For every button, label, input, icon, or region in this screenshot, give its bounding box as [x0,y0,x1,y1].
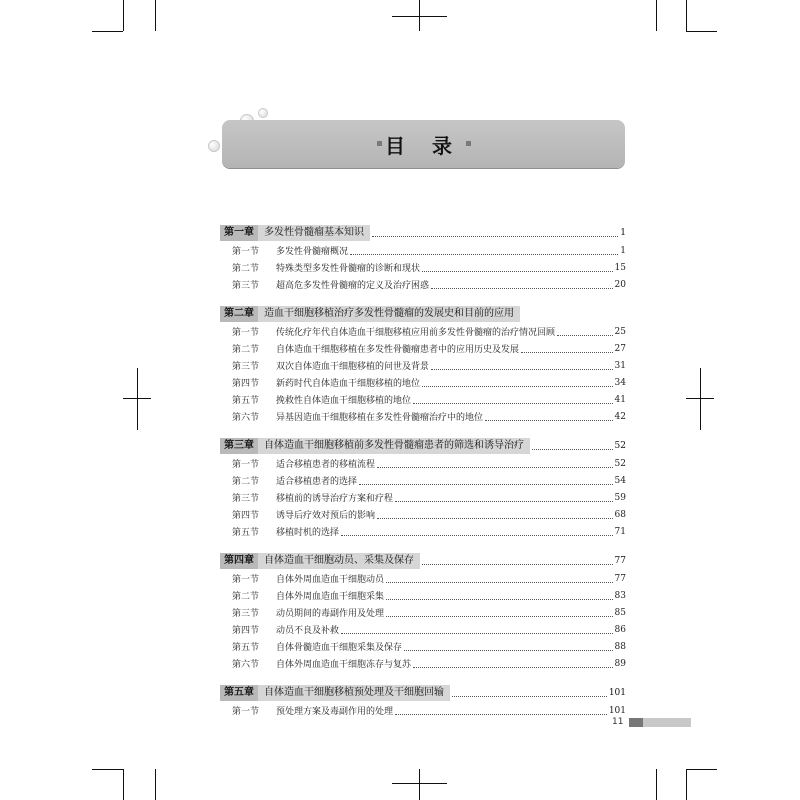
section-number: 第五节 [232,528,260,538]
section-title: 移植时机的选择 [276,528,340,538]
section-number: 第二节 [232,345,260,355]
section-number: 第一节 [232,247,260,257]
dot-leader [431,287,613,289]
dot-leader [377,466,613,468]
toc-section[interactable] [220,622,626,637]
crop-mark [155,769,156,800]
crop-mark [686,769,717,770]
crop-mark [155,0,156,31]
dot-leader [350,253,618,255]
dot-leader [395,500,613,502]
crop-mark [392,16,447,17]
section-page: 85 [614,607,626,618]
section-title: 多发性骨髓瘤概况 [276,247,349,257]
toc-section[interactable] [220,375,626,390]
section-page: 41 [614,394,626,405]
dot-leader [359,483,613,485]
section-number: 第三节 [232,362,260,372]
chapter-title: 自体造血干细胞移植预处理及干细胞回输 [258,685,450,701]
dot-leader [386,615,613,617]
section-page: 89 [614,658,626,669]
dot-leader [377,517,613,519]
toc-section[interactable] [220,260,626,275]
section-number: 第三节 [232,494,260,504]
dot-leader [522,317,624,318]
section-title: 自体外周血造血干细胞冻存与复苏 [276,660,412,670]
dot-leader [413,666,613,668]
chapter-number: 第二章 [220,306,258,322]
section-number: 第五节 [232,643,260,653]
page-footer [612,716,691,728]
section-page: 34 [614,377,626,388]
section-title: 特殊类型多发性骨髓瘤的诊断和现状 [276,264,421,274]
section-number: 第四节 [232,626,260,636]
section-number: 第六节 [232,413,260,423]
section-page: 101 [608,705,626,716]
crop-mark [686,769,687,800]
chapter-page: 52 [614,441,626,451]
section-title: 适合移植患者的选择 [276,477,358,487]
dot-leader [386,581,613,583]
dot-leader [485,419,613,421]
chapter-number: 第四章 [220,553,258,569]
dot-leader [386,598,613,600]
crop-mark [686,31,717,32]
crop-mark [92,769,123,770]
dot-leader [404,649,613,651]
section-page: 68 [614,509,626,520]
section-title: 自体造血干细胞移植在多发性骨髓瘤患者中的应用历史及发展 [276,345,520,355]
section-page: 1 [620,245,626,256]
dot-leader [341,632,613,634]
section-number: 第一节 [232,575,260,585]
section-page: 54 [614,475,626,486]
chapter-title: 自体造血干细胞动员、采集及保存 [258,553,420,569]
section-page: 25 [614,326,626,337]
toc-section[interactable] [220,490,626,505]
crop-mark [686,0,687,31]
toc-section[interactable] [220,341,626,356]
section-page: 42 [614,411,626,422]
dot-leader [452,695,607,697]
section-page: 15 [614,262,626,273]
section-title: 自体外周血造血干细胞动员 [276,575,385,585]
crop-mark [123,0,124,31]
section-title: 动员不良及补救 [276,626,340,636]
dot-leader [422,563,613,565]
section-number: 第一节 [232,460,260,470]
section-number: 第四节 [232,379,260,389]
page-number: 11 [612,717,624,727]
toc-chapter[interactable] [220,306,626,322]
section-number: 第二节 [232,477,260,487]
section-page: 77 [614,573,626,584]
chapter-page: 77 [614,556,626,566]
toc-section[interactable] [220,392,626,407]
chapter-number: 第一章 [220,225,258,241]
chapter-title: 多发性骨髓瘤基本知识 [258,225,370,241]
section-number: 第五节 [232,396,260,406]
dot-leader [422,270,613,272]
section-title: 超高危多发性骨髓瘤的定义及治疗困惑 [276,281,430,291]
crop-mark [686,398,714,399]
section-title: 挽救性自体造血干细胞移植的地位 [276,396,412,406]
toc-section[interactable] [220,473,626,488]
crop-mark [656,769,657,800]
toc-section[interactable] [220,703,626,718]
dot-leader [422,385,613,387]
toc-section[interactable] [220,605,626,620]
crop-mark [92,31,123,32]
toc-section[interactable] [220,656,626,671]
chapter-number: 第三章 [220,438,258,454]
chapter-page: 1 [620,228,626,238]
dot-leader [532,448,613,450]
toc-chapter[interactable] [220,685,626,701]
chapter-title: 自体造血干细胞移植前多发性骨髓瘤患者的筛选和诱导治疗 [258,438,530,454]
section-number: 第一节 [232,707,260,717]
section-title: 移植前的诱导治疗方案和疗程 [276,494,394,504]
section-title: 动员期间的毒副作用及处理 [276,609,385,619]
section-page: 52 [614,458,626,469]
toc-section[interactable] [220,243,626,258]
crop-mark [700,368,701,430]
crop-mark [137,368,138,430]
section-page: 59 [614,492,626,503]
section-title: 新药时代自体造血干细胞移植的地位 [276,379,421,389]
section-page: 31 [614,360,626,371]
chapter-page: 101 [608,688,626,698]
dot-leader [395,713,607,715]
section-title: 传统化疗年代自体造血干细胞移植应用前多发性骨髓瘤的治疗情况回顾 [276,328,556,338]
toc-section[interactable] [220,324,626,339]
crop-mark [419,769,420,800]
toc-chapter[interactable] [220,225,626,241]
square-bullet-icon [466,141,471,146]
dot-leader [341,534,613,536]
section-number: 第三节 [232,281,260,291]
dot-leader [413,402,613,404]
toc-section[interactable] [220,277,626,292]
toc-section[interactable] [220,524,626,539]
section-title: 自体外周血造血干细胞采集 [276,592,385,602]
toc-title-banner [222,120,625,168]
section-title: 自体骨髓造血干细胞采集及保存 [276,643,403,653]
section-number: 第六节 [232,660,260,670]
dot-leader [372,235,618,237]
section-page: 27 [614,343,626,354]
toc-chapter[interactable] [220,438,626,454]
section-page: 71 [614,526,626,537]
toc-section[interactable] [220,456,626,471]
section-number: 第一节 [232,328,260,338]
toc-chapter[interactable] [220,553,626,569]
section-number: 第二节 [232,592,260,602]
toc-section[interactable] [220,507,626,522]
toc-section[interactable] [220,409,626,424]
table-of-contents [220,225,626,718]
crop-mark [392,783,447,784]
section-title: 双次自体造血干细胞移植的问世及背景 [276,362,430,372]
section-page: 83 [614,590,626,601]
section-page: 86 [614,624,626,635]
chapter-number: 第五章 [220,685,258,701]
section-page: 88 [614,641,626,652]
crop-mark [123,769,124,800]
section-number: 第三节 [232,609,260,619]
toc-section[interactable] [220,639,626,654]
section-number: 第四节 [232,511,260,521]
crop-mark [123,398,151,399]
dot-leader [557,334,613,336]
section-number: 第二节 [232,264,260,274]
dot-leader [521,351,613,353]
page-number-bar [629,718,691,727]
section-page: 20 [614,279,626,290]
page-title: 目 录 [385,134,462,158]
toc-section[interactable] [220,588,626,603]
toc-section[interactable] [220,358,626,373]
section-title: 诱导后疗效对预后的影响 [276,511,376,521]
section-title: 异基因造血干细胞移植在多发性骨髓瘤治疗中的地位 [276,413,484,423]
dot-leader [431,368,613,370]
toc-section[interactable] [220,571,626,586]
chapter-title: 造血干细胞移植治疗多发性骨髓瘤的发展史和目前的应用 [258,306,520,322]
crop-mark [656,0,657,31]
section-title: 预处理方案及毒副作用的处理 [276,707,394,717]
section-title: 适合移植患者的移植流程 [276,460,376,470]
